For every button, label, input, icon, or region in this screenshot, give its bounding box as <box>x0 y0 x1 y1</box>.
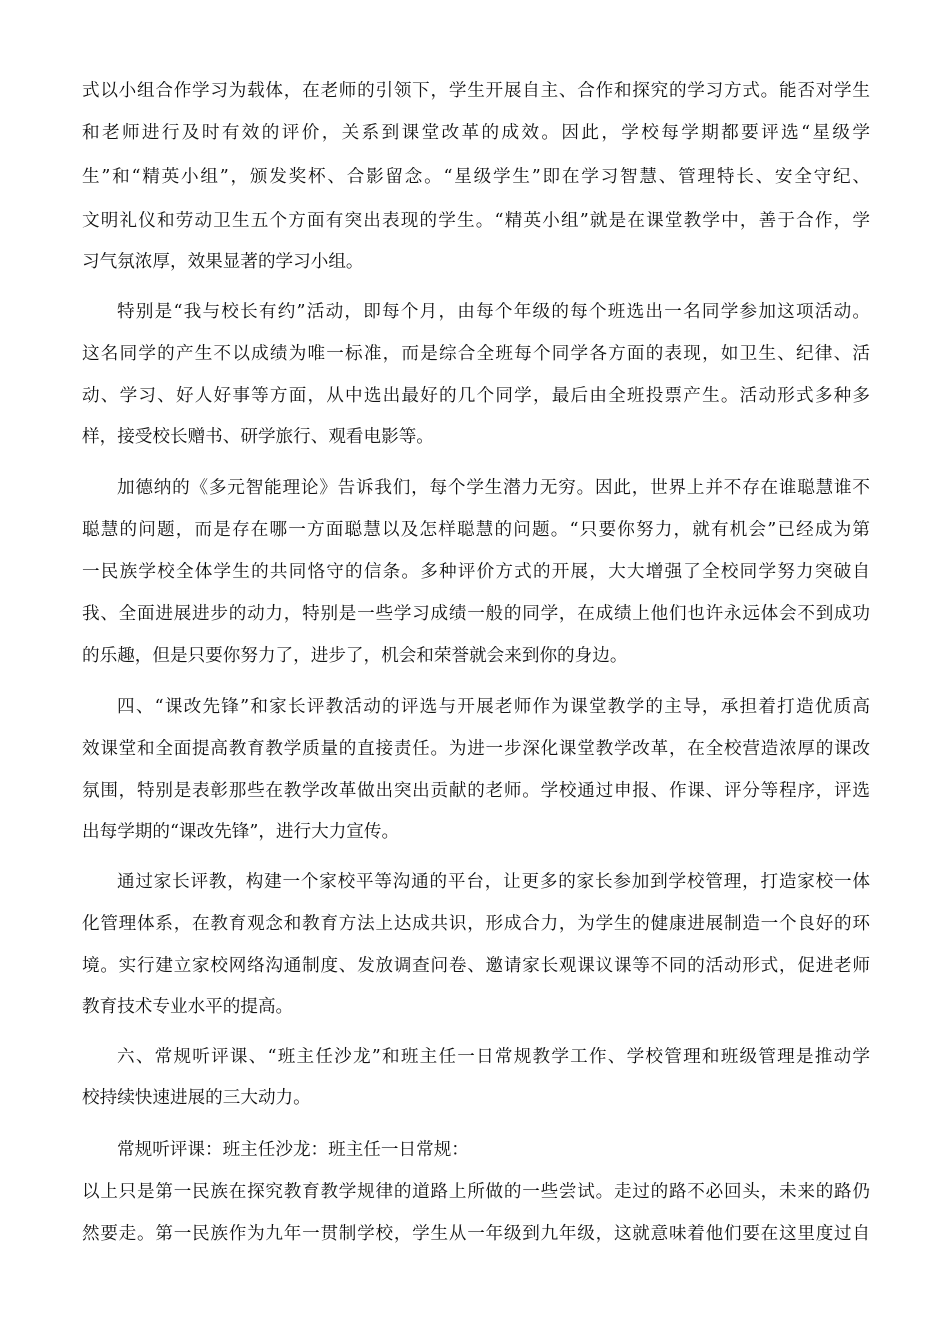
paragraph-2-line-1: 特别是“我与校长有约”活动，即每个月，由每个年级的每个班选出一名同学参加这项活动。 <box>117 302 870 322</box>
paragraph-5-line-1: 通过家长评教，构建一个家校平等沟通的平台，让更多的家长参加到学校管理，打造家校一体 <box>117 872 870 892</box>
paragraph-2-line-2: 这名同学的产生不以成绩为唯一标准，而是综合全班每个同学各方面的表现，如卫生、纪律、活 <box>82 344 870 364</box>
paragraph-5-line-3: 境。实行建立家校网络沟通制度、发放调查问卷、邀请家长观课议课等不同的活动形式，促进老师 <box>82 956 870 976</box>
paragraph-4-line-1: 四、“课改先锋”和家长评教活动的评选与开展老师作为课堂教学的主导，承担着打造优质高 <box>117 697 870 717</box>
paragraph-6-line-1: 六、常规听评课、“班主任沙龙”和班主任一日常规教学工作、学校管理和班级管理是推动学 <box>117 1047 870 1067</box>
paragraph-4-line-4: 出每学期的“课改先锋”，进行大力宣传。 <box>82 822 400 842</box>
paragraph-1-line-4: 文明礼仪和劳动卫生五个方面有突出表现的学生。“精英小组”就是在课堂教学中，善于合作，学 <box>82 211 870 231</box>
paragraph-4-line-2: 效课堂和全面提高教育教学质量的直接责任。为进一步深化课堂教学改革，在全校营造浓厚的课改 <box>82 739 870 759</box>
paragraph-1-line-1: 式以小组合作学习为载体，在老师的引领下，学生开展自主、合作和探究的学习方式。能否对学生 <box>82 81 870 101</box>
paragraph-8-line-2: 然要走。第一民族作为九年一贯制学校，学生从一年级到九年级，这就意味着他们要在这里度过自 <box>82 1224 870 1244</box>
paragraph-2-line-3: 动、学习、好人好事等方面，从中选出最好的几个同学，最后由全班投票产生。活动形式多种多 <box>82 386 870 406</box>
paragraph-2-line-4: 样，接受校长赠书、研学旅行、观看电影等。 <box>82 427 434 447</box>
paragraph-3-line-3: 一民族学校全体学生的共同恪守的信条。多种评价方式的开展，大大增强了全校同学努力突破自 <box>82 562 870 582</box>
paragraph-3-line-4: 我、全面进展进步的动力，特别是一些学习成绩一般的同学，在成绩上他们也许永远体会不到成功 <box>82 604 870 624</box>
paragraph-1-line-5: 习气氛浓厚，效果显著的学习小组。 <box>82 252 364 272</box>
paragraph-3-line-5: 的乐趣，但是只要你努力了，进步了，机会和荣誉就会来到你的身边。 <box>82 646 628 666</box>
paragraph-5-line-2: 化管理体系，在教育观念和教育方法上达成共识，形成合力，为学生的健康进展制造一个良好的环 <box>82 914 870 934</box>
paragraph-5-line-4: 教育技术专业水平的提高。 <box>82 997 294 1017</box>
paragraph-4-line-3: 氛围，特别是表彰那些在教学改革做出突出贡献的老师。学校通过申报、作课、评分等程序，评选 <box>82 781 870 801</box>
paragraph-7-line-1: 常规听评课：班主任沙龙：班主任一日常规： <box>117 1140 469 1160</box>
paragraph-8-line-1: 以上只是第一民族在探究教育教学规律的道路上所做的一些尝试。走过的路不必回头，未来的路仍 <box>82 1182 870 1202</box>
paragraph-1-line-2: 和老师进行及时有效的评价，关系到课堂改革的成效。因此，学校每学期都要评选“星级学 <box>82 123 870 143</box>
paragraph-3-line-1: 加德纳的《多元智能理论》告诉我们，每个学生潜力无穷。因此，世界上并不存在谁聪慧谁不 <box>117 478 870 498</box>
paragraph-6-line-2: 校持续快速进展的三大动力。 <box>82 1088 311 1108</box>
paragraph-1-line-3: 生”和“精英小组”，颁发奖杯、合影留念。“星级学生”即在学习智慧、管理特长、安全守纪、 <box>82 167 870 187</box>
paragraph-3-line-2: 聪慧的问题，而是存在哪一方面聪慧以及怎样聪慧的问题。“只要你努力，就有机会”已经成为第 <box>82 520 870 540</box>
